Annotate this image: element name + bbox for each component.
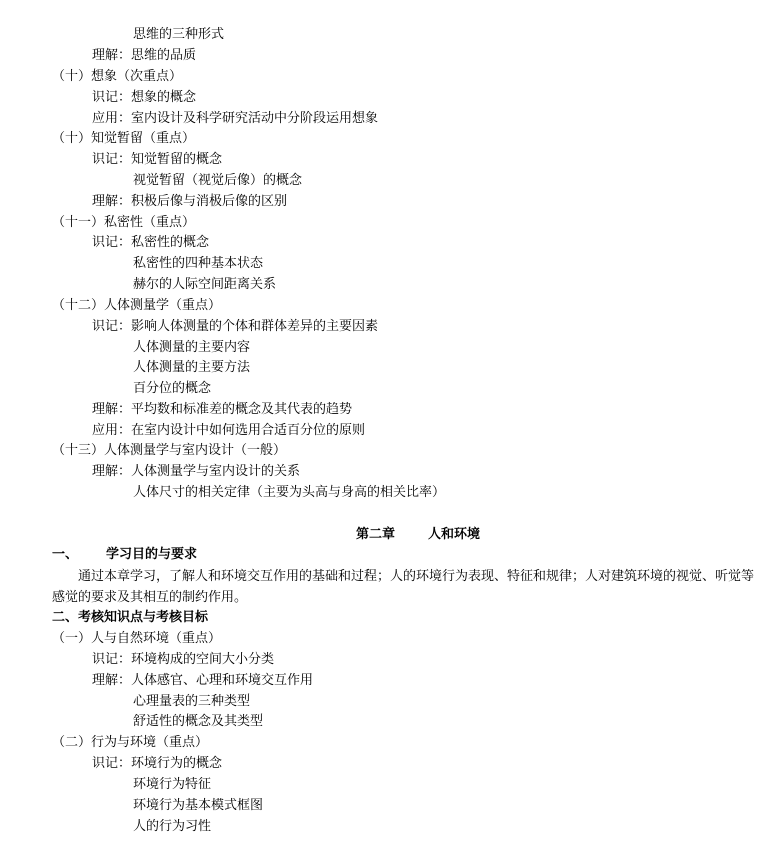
outline-line: 应用：室内设计及科学研究活动中分阶段运用想象: [92, 111, 379, 126]
outline-line: 人体测量的主要方法: [133, 360, 251, 375]
paragraph-text: 通过本章学习，了解人和环境交互作用的基础和过程；人的环境行为表现、特征和规律；人对建筑环境的视觉、听觉等感觉的要求及其相互的制约作用。: [52, 569, 755, 605]
outline-line: 私密性的四种基本状态: [133, 256, 264, 271]
outline-line: 人的行为习性: [133, 819, 212, 834]
outline-line: 思维的三种形式: [133, 27, 225, 42]
chapter-number: 第二章: [356, 527, 396, 542]
outline-line: 百分位的概念: [133, 381, 212, 396]
heading-2: 二、考核知识点与考核目标: [52, 610, 209, 625]
heading-1-title: 学习目的与要求: [106, 547, 198, 562]
outline-line: 识记：知觉暂留的概念: [92, 152, 223, 167]
section-heading: （二）行为与环境（重点）: [52, 735, 209, 750]
heading-1-number: 一、: [52, 547, 79, 562]
section-heading: （十二）人体测量学（重点）: [52, 298, 222, 313]
outline-line: 理解：人体感官、心理和环境交互作用: [92, 673, 314, 688]
chapter-paragraph: [52, 566, 764, 608]
outline-line: 识记：想象的概念: [92, 90, 197, 105]
outline-line: 识记：私密性的概念: [92, 235, 210, 250]
outline-line: 识记：影响人体测量的个体和群体差异的主要因素: [92, 319, 379, 334]
section-heading: （十）想象（次重点）: [52, 69, 183, 84]
outline-line: 理解：平均数和标准差的概念及其代表的趋势: [92, 402, 353, 417]
outline-line: 人体尺寸的相关定律（主要为头高与身高的相关比率）: [133, 485, 446, 500]
outline-line: 心理量表的三种类型: [133, 694, 251, 709]
outline-line: 理解：人体测量学与室内设计的关系: [92, 464, 301, 479]
outline-line: 视觉暂留（视觉后像）的概念: [133, 173, 303, 188]
section-heading: （十一）私密性（重点）: [52, 215, 196, 230]
outline-line: 环境行为基本模式框图: [133, 798, 264, 813]
outline-line: 识记：环境行为的概念: [92, 756, 223, 771]
section-heading: （十三）人体测量学与室内设计（一般）: [52, 443, 287, 458]
outline-line: 理解：积极后像与消极后像的区别: [92, 194, 288, 209]
outline-line: 环境行为特征: [133, 777, 212, 792]
outline-line: 赫尔的人际空间距离关系: [133, 277, 277, 292]
section-heading: （一）人与自然环境（重点）: [52, 631, 222, 646]
outline-line: 识记：环境构成的空间大小分类: [92, 652, 275, 667]
outline-line: 舒适性的概念及其类型: [133, 714, 264, 729]
outline-line: 人体测量的主要内容: [133, 340, 251, 355]
outline-line: 应用：在室内设计中如何选用合适百分位的原则: [92, 423, 366, 438]
outline-line: 理解：思维的品质: [92, 48, 197, 63]
section-heading: （十）知觉暂留（重点）: [52, 131, 196, 146]
chapter-name: 人和环境: [428, 527, 481, 542]
